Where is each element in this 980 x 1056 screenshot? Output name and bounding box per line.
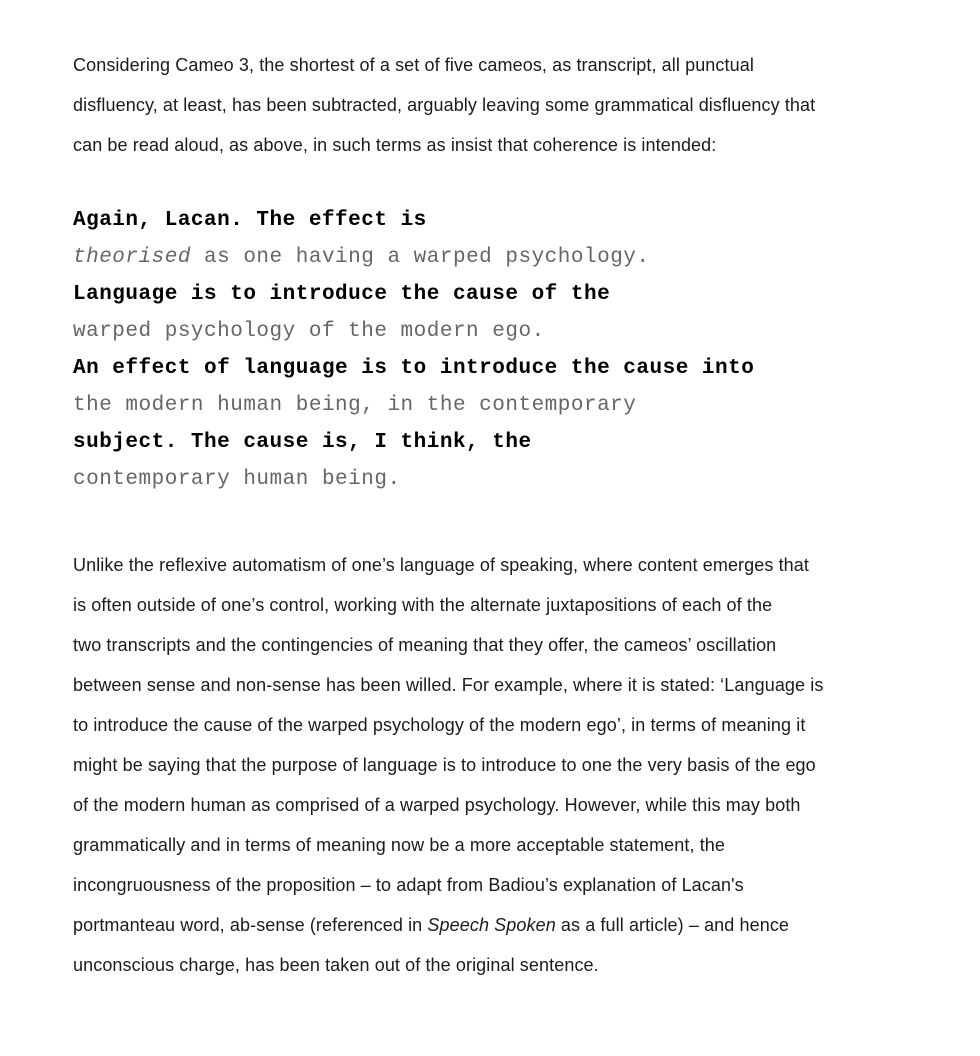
text-line (73, 705, 907, 745)
text-line (73, 745, 907, 785)
text-segment: subject. The cause is, I think, the (73, 431, 532, 454)
text-line (73, 665, 907, 705)
text-segment: Language is to introduce the cause of the (73, 283, 611, 306)
text-line (73, 125, 907, 165)
text-line (73, 239, 907, 276)
text-line (73, 85, 907, 125)
text-line (73, 945, 907, 985)
text-line (73, 545, 907, 585)
text-segment: unconscious charge, has been taken out of the original sentence. (73, 955, 599, 975)
paragraph-discussion (73, 545, 907, 985)
text-segment: is often outside of one’s control, working with the alternate juxtapositions of each of the (73, 595, 773, 615)
text-line (73, 202, 907, 239)
text-line (73, 350, 907, 387)
text-segment: might be saying that the purpose of language is to introduce to one the very basis of the ego (73, 755, 816, 775)
text-segment: Considering Cameo 3, the shortest of a set of five cameos, as transcript, all punctual (73, 55, 754, 75)
text-segment: warped psychology of the modern ego. (73, 320, 545, 343)
text-line (73, 865, 907, 905)
text-line (73, 825, 907, 865)
text-segment: the modern human being, in the contemporary (73, 394, 637, 417)
text-line (73, 424, 907, 461)
text-segment: as a full article) – and hence (555, 915, 790, 935)
text-segment: incongruousness of the proposition – to adapt from Badiou’s explanation of Lacan's (73, 875, 744, 895)
text-line (73, 785, 907, 825)
text-line (73, 45, 907, 85)
text-segment: grammatically and in terms of meaning now be a more acceptable statement, the (73, 835, 726, 855)
text-line (73, 313, 907, 350)
text-segment: theorised (73, 246, 191, 269)
text-segment: Again, Lacan. The effect is (73, 209, 427, 232)
text-segment: to introduce the cause of the warped psychology of the modern ego’, in terms of meaning it (73, 715, 806, 735)
cameo-transcript-block (73, 202, 907, 498)
text-line (73, 276, 907, 313)
text-line (73, 387, 907, 424)
text-segment: can be read aloud, as above, in such terms as insist that coherence is intended: (73, 135, 717, 155)
text-segment: of the modern human as comprised of a warped psychology. However, while this may both (73, 795, 801, 815)
text-segment: disfluency, at least, has been subtracted, arguably leaving some grammatical disfluency that (73, 95, 816, 115)
text-line (73, 461, 907, 498)
text-segment: between sense and non-sense has been willed. For example, where it is stated: ‘Language is (73, 675, 824, 695)
text-line (73, 585, 907, 625)
text-segment: contemporary human being. (73, 468, 401, 491)
text-segment: Speech Spoken (427, 915, 556, 935)
text-line (73, 625, 907, 665)
text-segment: Unlike the reflexive automatism of one’s language of speaking, where content emerges that (73, 555, 809, 575)
text-segment: two transcripts and the contingencies of meaning that they offer, the cameos’ oscillation (73, 635, 777, 655)
text-segment: portmanteau word, ab-sense (referenced in (73, 915, 428, 935)
text-segment: as one having a warped psychology. (190, 246, 650, 269)
text-line (73, 905, 907, 945)
paragraph-intro (73, 45, 907, 165)
text-segment: An effect of language is to introduce the cause into (73, 357, 755, 380)
